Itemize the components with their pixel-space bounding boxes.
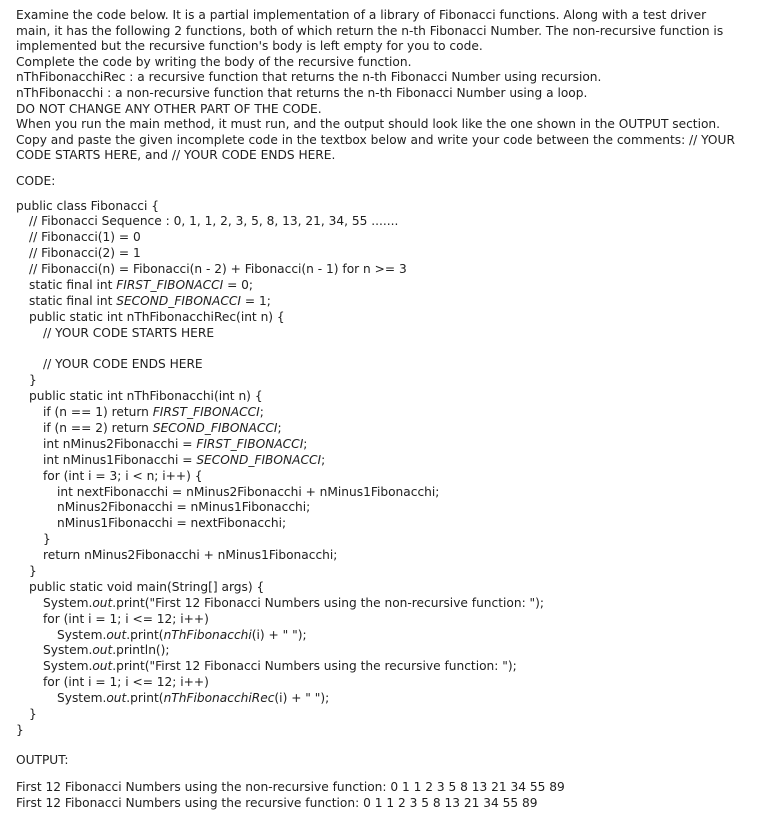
instruction-line: nThFibonacchiRec : a recursive function that returns the n-th Fibonacci Number using recursion. bbox=[16, 70, 602, 85]
code-token: static final int bbox=[29, 277, 117, 292]
code-line: for (int i = 1; i <= 12; i++) bbox=[43, 675, 209, 690]
code-token: = 1; bbox=[241, 293, 271, 308]
code-comment: // Fibonacci Sequence : 0, 1, 1, 2, 3, 5, 8, 13, 21, 34, 55 ....... bbox=[29, 214, 399, 229]
code-line bbox=[16, 596, 764, 612]
code-line: for (int i = 1; i <= 12; i++) bbox=[43, 611, 209, 626]
field-token: out bbox=[92, 595, 113, 610]
code-line bbox=[16, 628, 764, 644]
constant-token: SECOND_FIBONACCI bbox=[196, 452, 322, 467]
code-token: .print("First 12 Fibonacci Numbers using the non-recursive function: "); bbox=[112, 595, 545, 610]
code-comment: // YOUR CODE STARTS HERE bbox=[43, 325, 215, 340]
instruction-line: Copy and paste the given incomplete code in the textbox below and write your code between the comments: // YOUR bbox=[16, 132, 735, 147]
code-token: (i) + " "); bbox=[274, 691, 330, 706]
code-token: ; bbox=[321, 452, 326, 467]
code-token: System. bbox=[43, 659, 93, 674]
constant-token: SECOND_FIBONACCI bbox=[116, 293, 241, 308]
output-line: First 12 Fibonacci Numbers using the recursive function: 0 1 1 2 3 5 8 13 21 34 55 89 bbox=[16, 796, 538, 810]
code-token: ; bbox=[303, 436, 308, 451]
code-line bbox=[16, 659, 764, 675]
instruction-line: implemented but the recursive function's body is left empty for you to code. bbox=[16, 39, 483, 54]
code-line: int nextFibonacchi = nMinus2Fibonacchi + nMinus1Fibonacchi; bbox=[57, 484, 440, 499]
constant-token: FIRST_FIBONACCI bbox=[196, 436, 304, 451]
method-token: nThFibonacchi bbox=[163, 627, 252, 642]
code-token: ; bbox=[277, 421, 282, 435]
assignment-document bbox=[16, 8, 764, 812]
code-line: } bbox=[29, 373, 37, 388]
code-line: } bbox=[29, 707, 37, 722]
instruction-line: main, it has the following 2 functions, both of which return the n-th Fibonacci Number. The non-recursive function is bbox=[16, 23, 724, 38]
instruction-line: When you run the main method, it must run, and the output should look like the one shown in the OUTPUT section. bbox=[16, 117, 721, 132]
code-token: int nMinus1Fibonacchi = bbox=[43, 452, 197, 467]
code-listing bbox=[16, 199, 764, 739]
code-token: static final int bbox=[29, 293, 117, 308]
code-line: public static int nThFibonacchiRec(int n) { bbox=[29, 309, 285, 324]
code-line: public static void main(String[] args) { bbox=[29, 579, 265, 594]
code-heading: CODE: bbox=[16, 173, 56, 188]
field-token: out bbox=[92, 659, 113, 674]
code-line: public static int nThFibonacchi(int n) { bbox=[29, 389, 263, 404]
code-line: public class Fibonacci { bbox=[16, 198, 159, 213]
code-token: .print( bbox=[126, 691, 164, 706]
code-line: return nMinus2Fibonacchi + nMinus1Fibonacchi; bbox=[43, 548, 338, 563]
code-token: int nMinus2Fibonacchi = bbox=[43, 436, 197, 451]
code-line bbox=[16, 691, 764, 707]
constant-token: FIRST_FIBONACCI bbox=[116, 277, 224, 292]
method-token: nThFibonacchiRec bbox=[163, 691, 275, 706]
code-token: if (n == 1) return bbox=[43, 405, 153, 420]
code-token: = 0; bbox=[223, 277, 254, 292]
instruction-line: nThFibonacchi : a non-recursive function that returns the n-th Fibonacci Number using a loop. bbox=[16, 85, 588, 100]
output-listing bbox=[16, 780, 764, 811]
code-token: .println(); bbox=[112, 643, 170, 658]
code-line bbox=[16, 421, 764, 437]
code-comment: // YOUR CODE ENDS HERE bbox=[43, 357, 203, 372]
blank-line bbox=[16, 342, 764, 358]
code-line bbox=[16, 405, 764, 421]
code-line: nMinus1Fibonacchi = nextFibonacchi; bbox=[57, 516, 287, 531]
code-line: for (int i = 3; i < n; i++) { bbox=[43, 468, 203, 483]
field-token: out bbox=[106, 691, 127, 706]
code-line bbox=[16, 278, 764, 294]
instruction-line: Examine the code below. It is a partial implementation of a library of Fibonacci functions. Along with a test driver bbox=[16, 8, 707, 22]
code-token: System. bbox=[43, 643, 93, 658]
code-line: } bbox=[29, 564, 37, 579]
code-comment: // Fibonacci(1) = 0 bbox=[29, 230, 141, 245]
code-token: .print("First 12 Fibonacci Numbers using the recursive function: "); bbox=[112, 659, 517, 674]
code-line: } bbox=[16, 722, 24, 737]
code-token: System. bbox=[57, 691, 107, 706]
code-token: ; bbox=[259, 405, 264, 420]
code-line bbox=[16, 453, 764, 469]
code-token: .print( bbox=[126, 627, 164, 642]
field-token: out bbox=[92, 643, 113, 658]
code-line bbox=[16, 437, 764, 453]
code-token: System. bbox=[43, 595, 93, 610]
code-token: (i) + " "); bbox=[251, 627, 307, 642]
code-token: System. bbox=[57, 627, 107, 642]
instruction-line: CODE STARTS HERE, and // YOUR CODE ENDS HERE. bbox=[16, 148, 336, 163]
code-line bbox=[16, 643, 764, 659]
code-comment: // Fibonacci(n) = Fibonacci(n - 2) + Fibonacci(n - 1) for n >= 3 bbox=[29, 262, 407, 277]
instruction-line: Complete the code by writing the body of the recursive function. bbox=[16, 54, 412, 69]
constant-token: FIRST_FIBONACCI bbox=[152, 405, 260, 420]
output-heading: OUTPUT: bbox=[16, 752, 69, 767]
instructions bbox=[16, 8, 764, 164]
code-comment: // Fibonacci(2) = 1 bbox=[29, 246, 141, 261]
output-line: First 12 Fibonacci Numbers using the non-recursive function: 0 1 1 2 3 5 8 13 21 34 55 89 bbox=[16, 780, 565, 795]
code-line: nMinus2Fibonacchi = nMinus1Fibonacchi; bbox=[57, 500, 311, 515]
instruction-line: DO NOT CHANGE ANY OTHER PART OF THE CODE. bbox=[16, 101, 322, 116]
code-line bbox=[16, 294, 764, 310]
code-line: } bbox=[43, 532, 51, 547]
code-token: if (n == 2) return bbox=[43, 421, 153, 435]
constant-token: SECOND_FIBONACCI bbox=[152, 421, 278, 435]
field-token: out bbox=[106, 627, 127, 642]
